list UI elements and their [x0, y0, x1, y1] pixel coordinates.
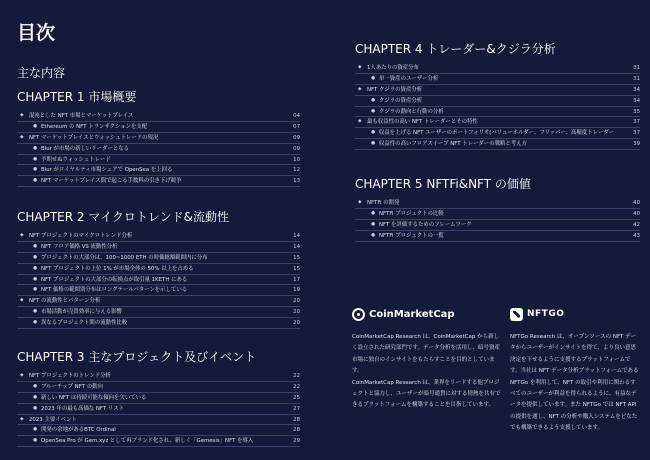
- chapter-block: [17, 348, 300, 447]
- chapter-heading: CHAPTER 1 市場概要: [17, 90, 137, 104]
- toc-entry-label: 2023 主要イベント: [29, 416, 77, 423]
- toc-entry-label: NFT プロジェクトの上位 1% が市場全体の 50% 以上を占める: [41, 265, 194, 272]
- toc-entry-label: NFTFi の開発: [367, 200, 400, 206]
- toc-entry-label: 開発の余地があるBTC Ordinal: [41, 427, 116, 434]
- dot-bullet-icon: ●: [33, 405, 38, 411]
- diamond-bullet-icon: ◆: [20, 113, 24, 118]
- diamond-bullet-icon: ◆: [358, 200, 362, 205]
- toc-entry[interactable]: [355, 85, 640, 96]
- toc-entry[interactable]: [17, 436, 300, 447]
- nftgo-name: NFTGO: [527, 309, 565, 319]
- dot-bullet-icon: ●: [371, 232, 376, 238]
- toc-entry[interactable]: [17, 425, 300, 436]
- toc-entry[interactable]: [355, 63, 640, 74]
- toc-entry-page-number: 43: [633, 232, 640, 239]
- dot-bullet-icon: ●: [33, 145, 38, 151]
- dot-bullet-icon: ●: [371, 221, 376, 227]
- toc-entry[interactable]: [17, 307, 300, 318]
- toc-entry[interactable]: [17, 176, 300, 187]
- dot-bullet-icon: ●: [371, 130, 376, 136]
- toc-entry-page-number: 09: [293, 145, 300, 152]
- toc-entry[interactable]: [17, 371, 300, 382]
- toc-entry-label: 最も収益性の高い NFT トレーダーとその特性: [367, 119, 478, 126]
- dot-bullet-icon: ●: [371, 97, 376, 103]
- toc-entry-list: [17, 371, 300, 447]
- toc-entry-label: NFT を評価するためのフレームワーク: [379, 221, 472, 228]
- toc-entry[interactable]: [355, 128, 640, 139]
- dot-bullet-icon: ●: [33, 178, 38, 184]
- diamond-bullet-icon: ◆: [358, 65, 362, 70]
- toc-entry-page-number: 28: [293, 427, 300, 434]
- toc-entry[interactable]: [17, 155, 300, 166]
- toc-entry[interactable]: [17, 111, 300, 122]
- toc-entry[interactable]: [355, 74, 640, 85]
- toc-entry-label: Blur が市場の新しいリーダーとなる: [41, 145, 130, 152]
- toc-entry-label: 2023 年の最も高価な NFT リスト: [41, 405, 124, 412]
- toc-entry-label: 予期せぬウォッシュトレード: [41, 156, 111, 163]
- dot-bullet-icon: ●: [33, 254, 38, 260]
- nftgo-section: [510, 305, 640, 435]
- chapter-block: [355, 40, 640, 150]
- toc-entry-label: NFT マーケットプレイス間で起こる手数料の引き下げ競争: [41, 178, 182, 185]
- chapter-heading: CHAPTER 4 トレーダー&クジラ分析: [355, 42, 556, 56]
- toc-entry-label: Blur がロイヤルティ市場シェアで OpenSea を上回る: [41, 167, 173, 174]
- toc-entry-label: クジラの動向と行動の分析: [379, 108, 444, 115]
- dot-bullet-icon: ●: [371, 75, 376, 81]
- chapter-block: [17, 88, 300, 187]
- nftgo-header: [510, 305, 640, 323]
- toc-entry[interactable]: [17, 264, 300, 275]
- toc-entry-label: NFT 価格の範囲別分布はロングテールパターンを示している: [41, 287, 188, 294]
- toc-entry[interactable]: [355, 107, 640, 118]
- toc-entry-page-number: 22: [293, 373, 300, 379]
- toc-entry-page-number: 35: [633, 108, 640, 115]
- toc-entry-page-number: 20: [293, 298, 300, 305]
- toc-entry-page-number: 12: [293, 167, 300, 174]
- dot-bullet-icon: ●: [33, 309, 38, 315]
- diamond-bullet-icon: ◆: [20, 134, 24, 140]
- toc-entry-page-number: 42: [633, 221, 640, 228]
- nftgo-description: NFTGo Research は、オープンソースの NFT データからユーザーがインサイトを得て、より良い意思決定を下せるように支援するプラットフォームです。当社は NFT データ分析プラットフォームである NFTGo を利用して、NFT の取引や利用に関わるすべてのユーザーが利益を得られるように、有益なデータを提供しています。また NFTGo では NFT API の提供を通し、NFT の分析や購入システムをどなたでも構築できるよう支援しています。: [510, 334, 639, 432]
- dot-bullet-icon: ●: [371, 141, 376, 147]
- toc-entry-label: NFTFi プロジェクトの比較: [379, 210, 444, 217]
- toc-entry-page-number: 07: [293, 123, 300, 130]
- toc-entry[interactable]: [355, 139, 640, 150]
- toc-entry-label: NFT プロジェクトのマイクロトレンド分析: [29, 233, 133, 239]
- toc-entry[interactable]: [17, 253, 300, 264]
- toc-entry[interactable]: [17, 404, 300, 415]
- toc-entry-label: NFTFi プロジェクトの一覧: [379, 232, 444, 239]
- dot-bullet-icon: ●: [33, 123, 38, 129]
- toc-entry[interactable]: [17, 242, 300, 253]
- toc-entry-label: 収益性の高いフロアスイープ NFT トレーダーの戦略と考え方: [379, 141, 527, 148]
- toc-entry[interactable]: [17, 393, 300, 404]
- toc-entry[interactable]: [355, 96, 640, 107]
- toc-entry-label: NFT フロア価格 VS 流動性分析: [41, 243, 118, 250]
- toc-entry-page-number: 17: [293, 276, 300, 283]
- toc-entry-page-number: 14: [293, 243, 300, 250]
- nftgo-logo-icon: [510, 308, 523, 321]
- coinmarketcap-logo-icon: [352, 308, 365, 321]
- toc-entry[interactable]: [17, 231, 300, 242]
- toc-entry[interactable]: [355, 220, 640, 231]
- dot-bullet-icon: ●: [33, 383, 38, 389]
- chapter-heading: CHAPTER 2 マイクロトレンド&流動性: [17, 210, 229, 224]
- coinmarketcap-name: CoinMarketCap: [369, 308, 455, 320]
- toc-entry-page-number: 27: [293, 405, 300, 412]
- toc-entry-page-number: 15: [293, 265, 300, 272]
- diamond-bullet-icon: ◆: [20, 298, 24, 304]
- toc-entry[interactable]: [17, 318, 300, 329]
- dot-bullet-icon: ●: [371, 210, 376, 216]
- toc-entry-page-number: 40: [633, 200, 640, 206]
- toc-entry-label: クジラの資産分析: [379, 97, 423, 104]
- dot-bullet-icon: ●: [371, 108, 376, 114]
- toc-entry-label: プロジェクトの大部分は、100~1000 ETH の時価総額範囲内に分布: [41, 254, 208, 261]
- toc-entry-page-number: 34: [633, 97, 640, 104]
- toc-entry-page-number: 22: [293, 383, 300, 390]
- dot-bullet-icon: ●: [33, 394, 38, 400]
- toc-entry[interactable]: [17, 285, 300, 296]
- toc-entry-page-number: 19: [293, 287, 300, 294]
- dot-bullet-icon: ●: [33, 276, 38, 282]
- chapter-heading: CHAPTER 3 主なプロジェクト及びイベント: [17, 350, 257, 364]
- toc-entry-page-number: 40: [633, 210, 640, 217]
- diamond-bullet-icon: ◆: [358, 119, 362, 125]
- toc-entry[interactable]: [17, 133, 300, 144]
- toc-entry-page-number: 10: [293, 156, 300, 163]
- toc-entry[interactable]: [355, 117, 640, 128]
- toc-entry-page-number: 31: [633, 65, 640, 71]
- dot-bullet-icon: ●: [33, 243, 38, 249]
- toc-entry-page-number: 14: [293, 233, 300, 239]
- toc-entry-label: 市場活動が売買効率に与える影響: [41, 309, 122, 316]
- coinmarketcap-header: [352, 305, 502, 323]
- toc-entry-list: [355, 63, 640, 150]
- diamond-bullet-icon: ◆: [358, 86, 362, 92]
- toc-entry[interactable]: [355, 209, 640, 220]
- dot-bullet-icon: ●: [33, 438, 38, 444]
- coinmarketcap-section: [352, 305, 502, 412]
- toc-entry[interactable]: [17, 144, 300, 155]
- diamond-bullet-icon: ◆: [20, 416, 24, 422]
- toc-entry-page-number: 37: [633, 130, 640, 137]
- toc-entry[interactable]: [17, 122, 300, 133]
- diamond-bullet-icon: ◆: [20, 373, 24, 378]
- toc-entry-label: NFT クジラの資産分析: [367, 86, 423, 93]
- dot-bullet-icon: ●: [33, 167, 38, 173]
- toc-entry-label: OpenSea Pro が Gem.xyz として再ブランド化され、新しく「Gemesis」NFT を導入: [41, 438, 254, 445]
- toc-entry-list: [355, 198, 640, 242]
- dot-bullet-icon: ●: [33, 320, 38, 326]
- toc-entry-label: 新しい NFT は持続可能な傾向を欠いている: [41, 394, 147, 401]
- toc-entry[interactable]: [355, 231, 640, 242]
- toc-entry-label: NFT マーケットプレイスとウォッシュトレードの現況: [29, 134, 159, 141]
- toc-entry-page-number: 29: [293, 438, 300, 445]
- toc-entry-page-number: 28: [293, 416, 300, 423]
- toc-entry-label: 1人あたりの資産分布: [367, 65, 419, 71]
- toc-entry-page-number: 04: [293, 113, 300, 119]
- toc-entry-page-number: 13: [293, 178, 300, 185]
- toc-entry-label: NFT プロジェクトの大部分の転換点が取引量 1KETH にある: [41, 276, 188, 283]
- toc-entry-page-number: 15: [293, 254, 300, 261]
- page-subtitle: 主な内容: [17, 66, 66, 80]
- toc-entry-label: NFT プロジェクトのトレンド分析: [29, 373, 111, 379]
- toc-entry-label: NFT の流動性とパターン分析: [29, 298, 101, 305]
- toc-entry[interactable]: [17, 296, 300, 307]
- toc-entry-label: ブルーチップ NFT の動向: [41, 383, 103, 390]
- coinmarketcap-description: CoinMarketCap Research は、業界をリードする他プロジェクトと協力し、ユーザーが暗号通貨に対する情熱を共有できるプラットフォームを構築することを目指しています。: [352, 379, 501, 409]
- toc-entry[interactable]: [355, 198, 640, 209]
- toc-entry-label: 単一資産のユーザー分析: [379, 75, 439, 82]
- toc-entry-page-number: 25: [293, 394, 300, 401]
- diamond-bullet-icon: ◆: [20, 233, 24, 238]
- toc-entry[interactable]: [17, 382, 300, 393]
- toc-entry-page-number: 37: [633, 119, 640, 126]
- toc-entry-page-number: 34: [633, 86, 640, 93]
- toc-entry[interactable]: [17, 415, 300, 426]
- toc-entry-list: [17, 231, 300, 329]
- chapter-block: [355, 175, 640, 242]
- toc-entry[interactable]: [17, 275, 300, 286]
- dot-bullet-icon: ●: [33, 287, 38, 293]
- coinmarketcap-description: CoinMarketCap Research は、CoinMarketCap から新しく設立された研究部門です。データ分析を活用し、暗号資産市場に独自のインサイトをもたらすことを目的としています。: [352, 334, 501, 375]
- toc-entry-page-number: 31: [633, 75, 640, 82]
- toc-entry-page-number: 09: [293, 134, 300, 141]
- toc-entry-label: 収益を上げる NFT ユーザーのポートフォリオ(バリューホルダー、フリッパー、高頻度トレーダー: [379, 130, 615, 137]
- chapter-heading: CHAPTER 5 NFTFi&NFT の価値: [355, 177, 531, 191]
- chapter-block: [17, 208, 300, 329]
- toc-entry-page-number: 20: [293, 320, 300, 327]
- toc-entry-page-number: 39: [633, 141, 640, 148]
- toc-entry[interactable]: [17, 165, 300, 176]
- toc-entry-label: 混沌とした NFT 市場とマーケットプレイス: [29, 113, 134, 119]
- page-title: 目次: [17, 22, 56, 44]
- toc-entry-label: Ethereum の NFT トランザクションを支配: [41, 123, 148, 130]
- dot-bullet-icon: ●: [33, 265, 38, 271]
- dot-bullet-icon: ●: [33, 156, 38, 162]
- dot-bullet-icon: ●: [33, 427, 38, 433]
- toc-entry-page-number: 20: [293, 309, 300, 316]
- toc-entry-label: 異なるプロジェクト間の流動性比較: [41, 320, 128, 327]
- toc-entry-list: [17, 111, 300, 187]
